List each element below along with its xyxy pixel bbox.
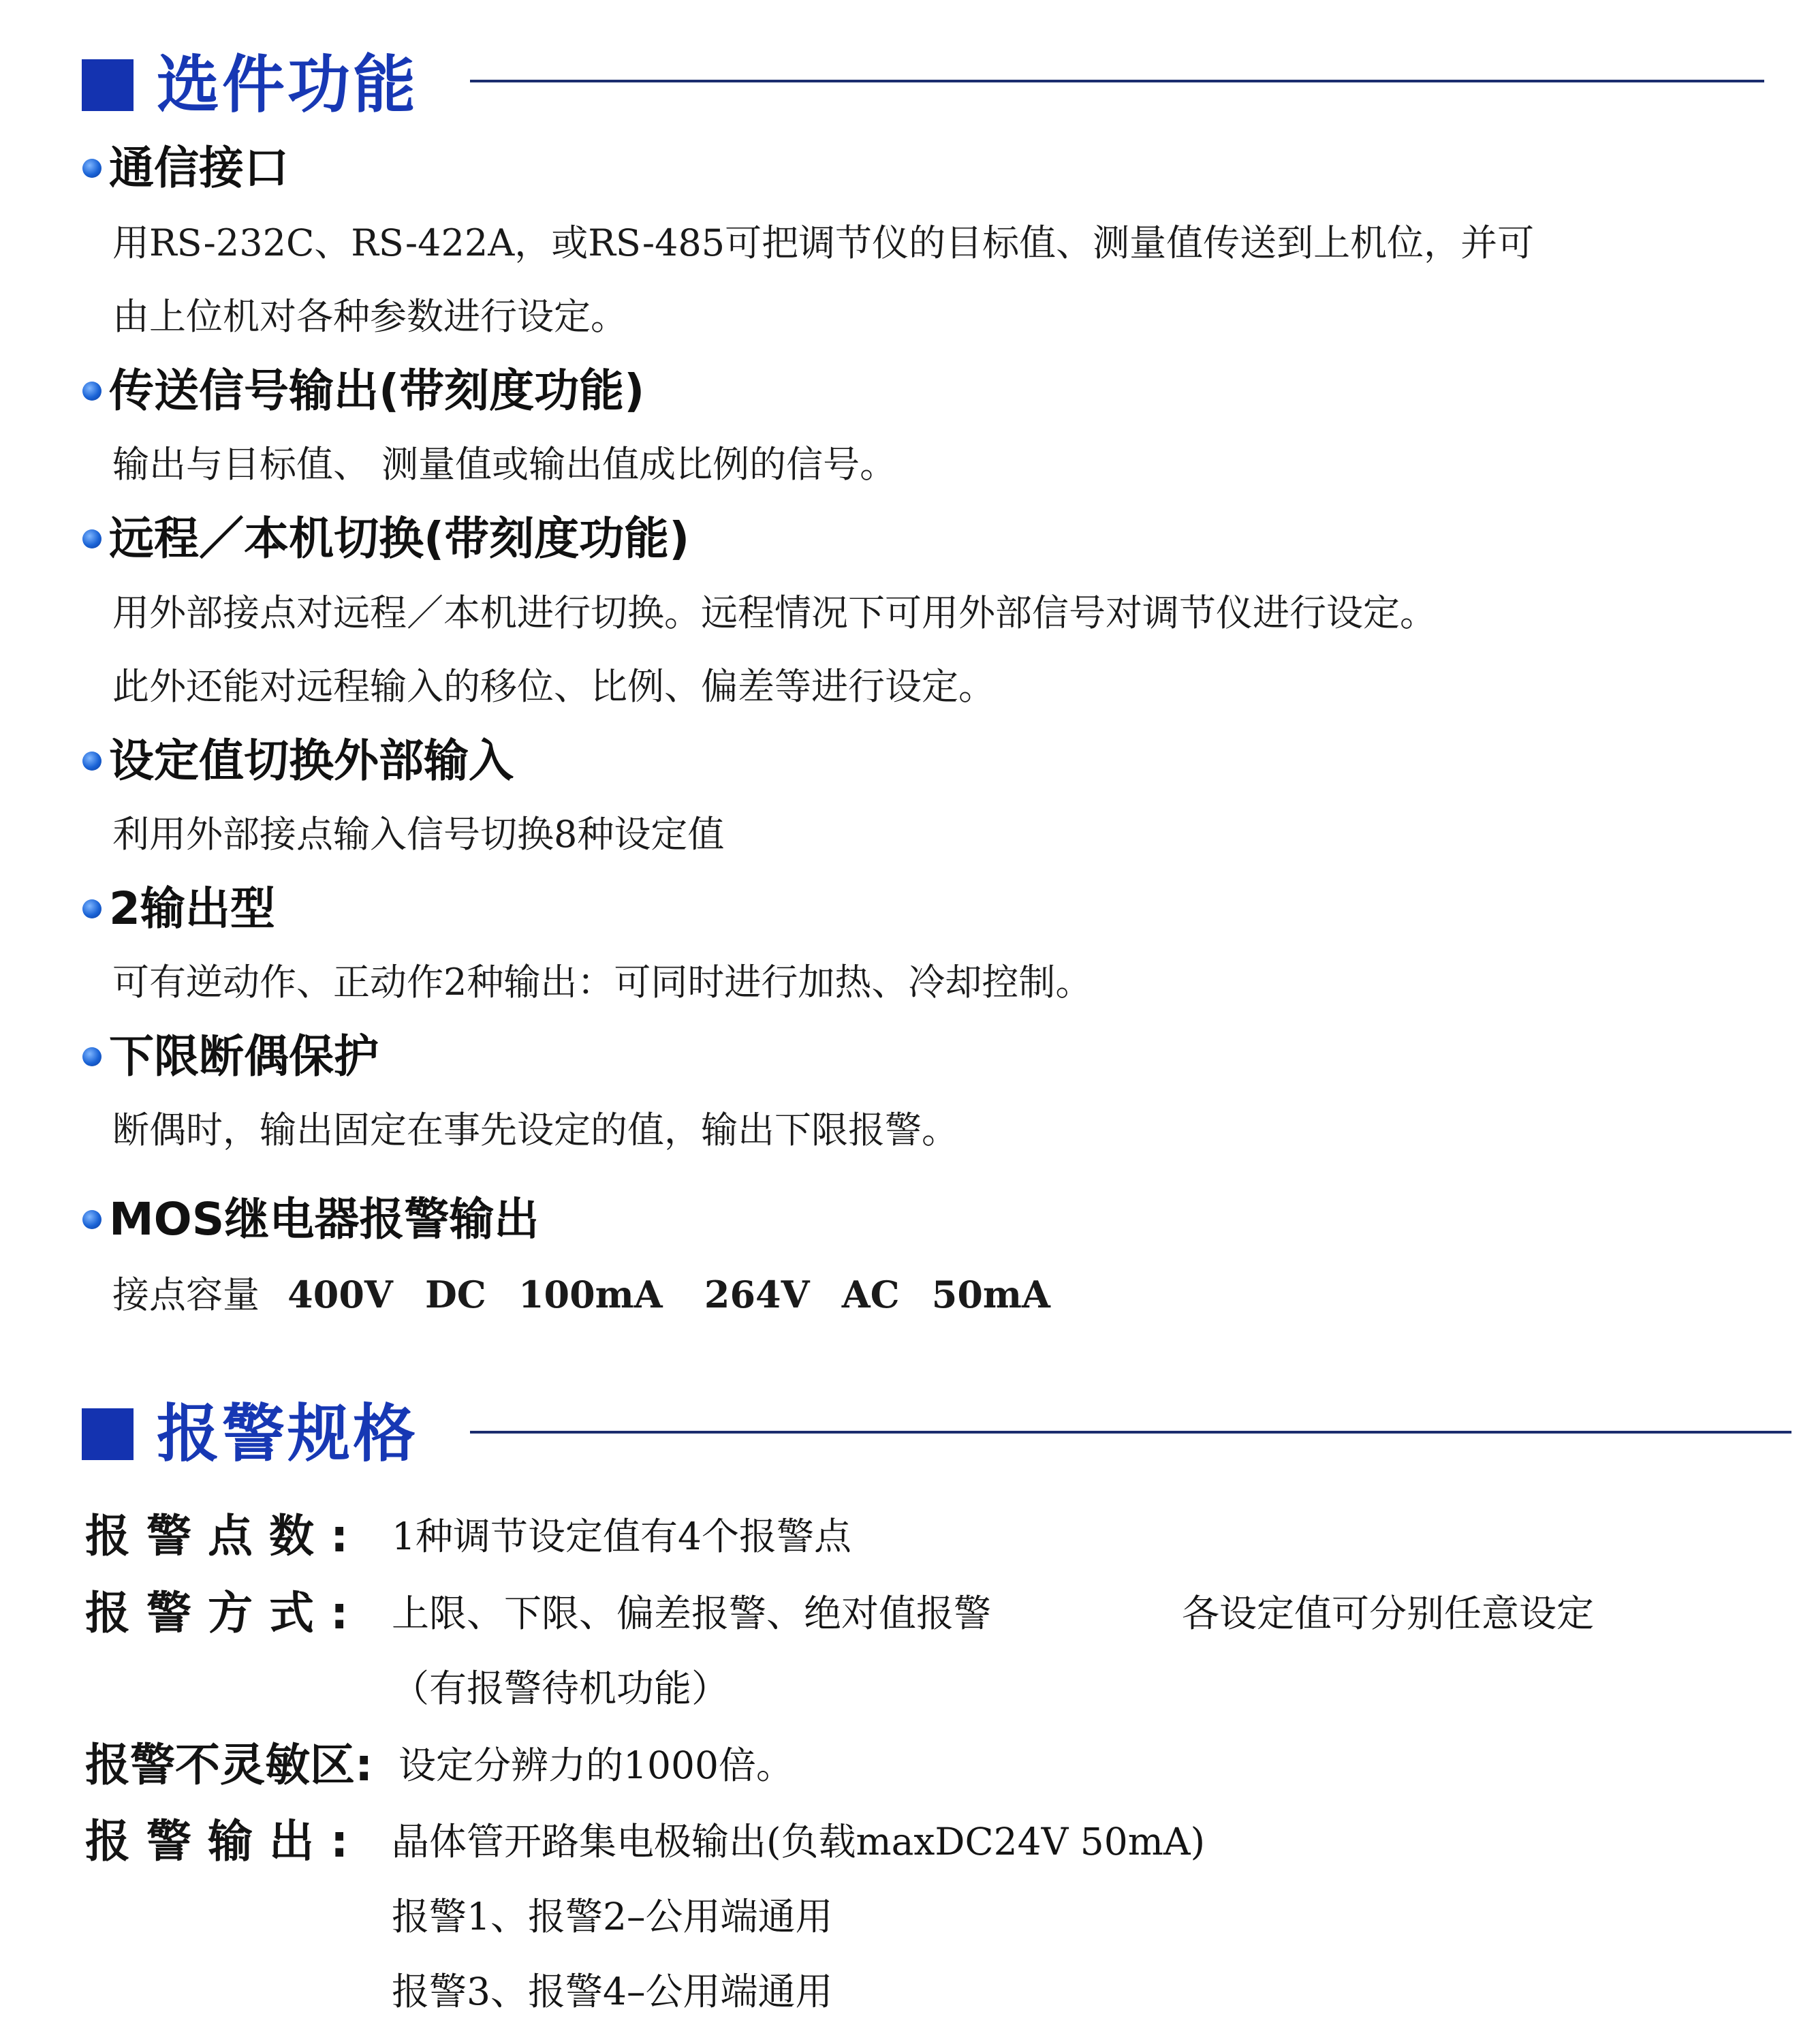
- section-rule: [470, 1431, 1791, 1434]
- alarm-value: 设定分辨力的1000倍。: [398, 1744, 794, 1787]
- spec-value: 264V: [704, 1273, 810, 1316]
- feature-desc: 用RS-232C、RS-422A，或RS-485可把调节仪的目标值、测量值传送到上机位，并可: [112, 221, 1535, 264]
- section-header-alarm: [82, 1390, 1730, 1470]
- dot-bullet-icon: [82, 899, 101, 918]
- feature-desc: 可有逆动作、正动作2种输出：可同时进行加热、冷却控制。: [112, 961, 1093, 1004]
- alarm-value: 各设定值可分别任意设定: [1182, 1592, 1595, 1635]
- dot-bullet-icon: [82, 529, 101, 548]
- feature-title: 2输出型: [109, 882, 275, 935]
- section-title: 选件功能: [157, 48, 419, 121]
- dot-bullet-icon: [82, 159, 101, 178]
- alarm-label: 报警方式:: [85, 1587, 365, 1639]
- feature-desc: 由上位机对各种参数进行设定。: [112, 295, 627, 338]
- feature-title: 通信接口: [109, 142, 289, 194]
- section-title: 报警规格: [157, 1397, 419, 1470]
- section-rule: [470, 80, 1764, 82]
- alarm-value: 报警1、报警2–公用端通用: [392, 1895, 833, 1938]
- feature-title: MOS继电器报警输出: [109, 1193, 539, 1245]
- alarm-value: 报警3、报警4–公用端通用: [392, 1970, 833, 2013]
- feature-title: 传送信号输出(带刻度功能): [109, 365, 645, 417]
- alarm-label: 报警点数:: [85, 1510, 365, 1562]
- spec-value: AC: [841, 1273, 900, 1316]
- dot-bullet-icon: [82, 1210, 101, 1229]
- spec-value: 400V: [287, 1273, 393, 1316]
- feature-desc: 利用外部接点输入信号切换8种设定值: [112, 813, 725, 856]
- feature-desc: 用外部接点对远程／本机进行切换。远程情况下可用外部信号对调节仪进行设定。: [112, 591, 1437, 634]
- square-bullet-icon: [82, 59, 134, 111]
- feature-title: 远程／本机切换(带刻度功能): [109, 512, 690, 565]
- dot-bullet-icon: [82, 752, 101, 771]
- alarm-value: 1种调节设定值有4个报警点: [392, 1515, 851, 1558]
- feature-desc: 输出与目标值、 测量值或输出值成比例的信号。: [112, 443, 897, 486]
- spec-value: 50mA: [931, 1273, 1050, 1316]
- alarm-value: 上限、下限、偏差报警、绝对值报警: [392, 1592, 992, 1635]
- spec-value: DC: [424, 1273, 486, 1316]
- feature-title: 设定值切换外部输入: [109, 734, 514, 787]
- contact-capacity-label: 接点容量: [112, 1273, 260, 1316]
- section-header-options: [82, 41, 1730, 121]
- alarm-value: 晶体管开路集电极输出(负载maxDC24V 50mA): [392, 1820, 1206, 1863]
- dot-bullet-icon: [82, 382, 101, 401]
- spec-value: 100mA: [518, 1273, 663, 1316]
- square-bullet-icon: [82, 1408, 134, 1460]
- contact-capacity-line: [112, 1257, 1050, 1333]
- dot-bullet-icon: [82, 1047, 101, 1066]
- feature-desc: 此外还能对远程输入的移位、比例、偏差等进行设定。: [112, 665, 995, 708]
- alarm-label: 报警不灵敏区:: [85, 1739, 373, 1791]
- feature-title: 下限断偶保护: [109, 1030, 379, 1083]
- feature-desc: 断偶时，输出固定在事先设定的值，输出下限报警。: [112, 1109, 958, 1151]
- alarm-label: 报警输出:: [85, 1815, 365, 1868]
- alarm-value: （有报警待机功能）: [392, 1667, 730, 1710]
